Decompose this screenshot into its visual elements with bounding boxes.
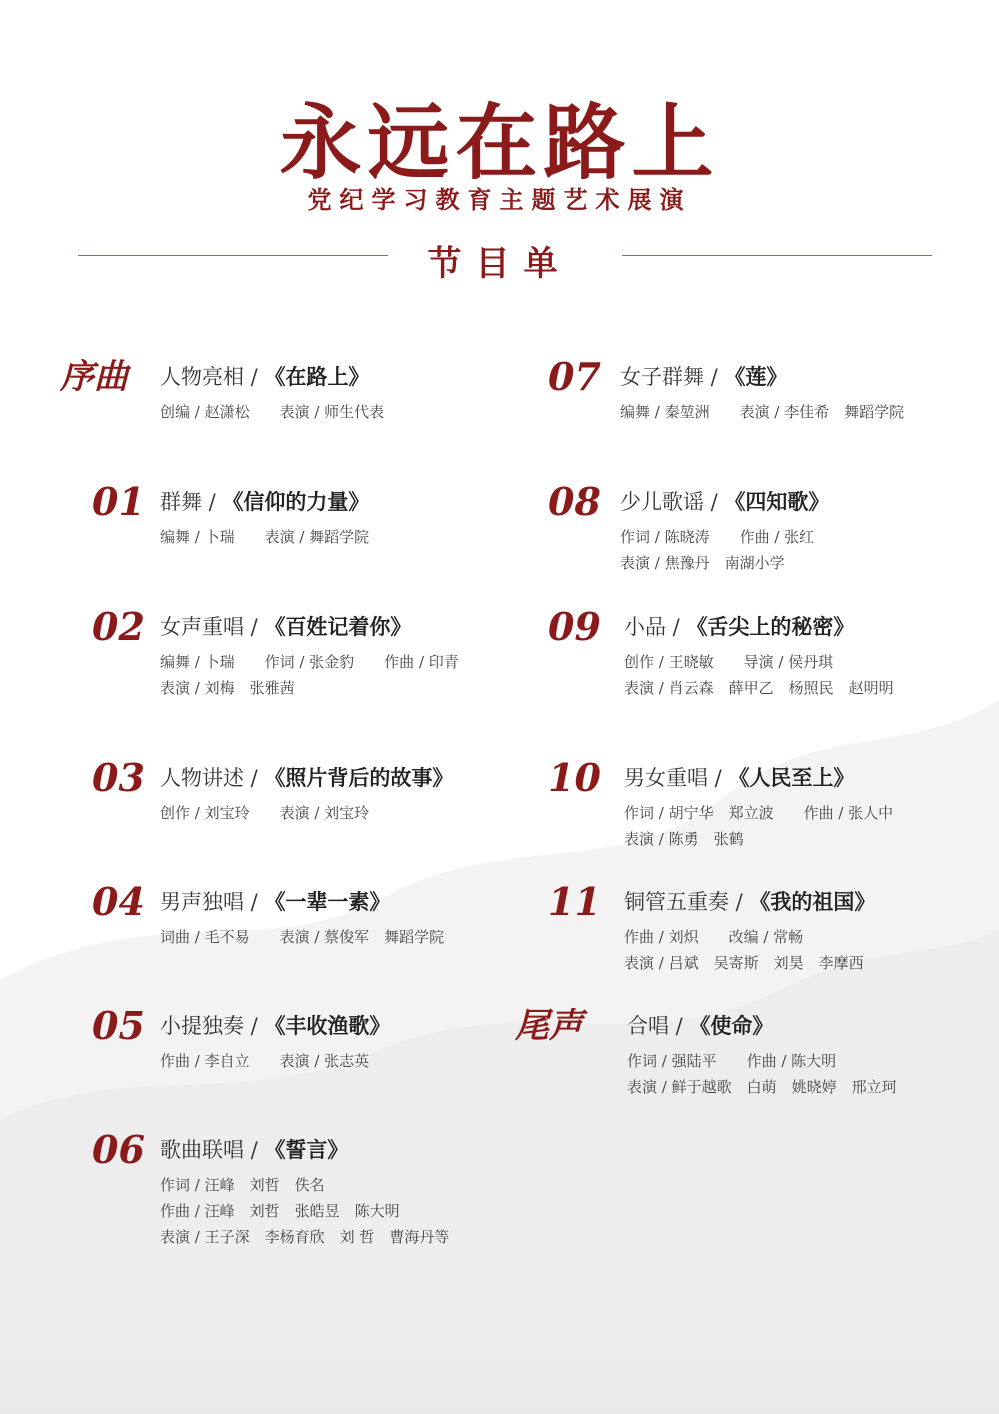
credit-line: 作词 / 强陆平 作曲 / 陈大明 <box>627 1052 837 1070</box>
program-type: 人物讲述 / <box>160 766 265 790</box>
program-work: 《丰收渔歌》 <box>264 1013 391 1038</box>
credit-line: 创作 / 刘宝玲 表演 / 刘宝玲 <box>160 804 370 822</box>
program-work: 《莲》 <box>724 364 788 389</box>
program-title <box>620 357 787 397</box>
program-credits <box>160 399 384 425</box>
program-number: 11 <box>548 879 601 924</box>
program-work: 《我的祖国》 <box>749 889 876 914</box>
credit-line: 作词 / 汪峰 刘哲 佚名 <box>160 1176 325 1194</box>
program-credits <box>160 1048 369 1074</box>
program-title <box>624 607 854 647</box>
program-type: 小品 / <box>624 615 687 639</box>
program-number: 01 <box>92 479 145 524</box>
credit-line: 表演 / 肖云森 薛甲乙 杨照民 赵明明 <box>624 679 894 697</box>
program-credits <box>160 1172 449 1250</box>
program-type: 合唱 / <box>627 1014 690 1038</box>
program-work: 《信仰的力量》 <box>222 489 370 514</box>
credit-line: 表演 / 鲜于越歌 白萌 姚晓婷 邢立珂 <box>627 1078 897 1096</box>
credit-line: 作曲 / 刘炽 改编 / 常畅 <box>624 928 804 946</box>
credit-line: 作曲 / 汪峰 刘哲 张皓昱 陈大明 <box>160 1202 400 1220</box>
program-title <box>627 1006 773 1046</box>
program-number: 03 <box>92 755 145 800</box>
program-credits <box>624 924 864 976</box>
program-number: 08 <box>548 479 601 524</box>
program-title <box>160 1130 348 1170</box>
credit-line: 作词 / 胡宁华 郑立波 作曲 / 张人中 <box>624 804 894 822</box>
program-list-heading: 节目单 <box>427 244 572 284</box>
program-work: 《一辈一素》 <box>264 889 391 914</box>
program-credits <box>620 399 904 425</box>
program-title <box>160 882 390 922</box>
credit-line: 作词 / 陈晓涛 作曲 / 张红 <box>620 528 815 546</box>
heading-rule-right <box>622 255 932 256</box>
credit-line: 表演 / 刘梅 张雅茜 <box>160 679 295 697</box>
program-number: 07 <box>548 354 601 399</box>
program-work: 《四知歌》 <box>724 489 830 514</box>
credit-line: 创作 / 王晓敏 导演 / 侯丹琪 <box>624 653 834 671</box>
program-number: 04 <box>92 879 145 924</box>
program-title <box>624 758 854 798</box>
program-type: 女子群舞 / <box>620 365 725 389</box>
program-credits <box>160 649 459 701</box>
program-title <box>620 482 829 522</box>
credit-line: 编舞 / 卜瑞 作词 / 张金豹 作曲 / 印青 <box>160 653 459 671</box>
credit-line: 编舞 / 卜瑞 表演 / 舞蹈学院 <box>160 528 370 546</box>
credit-line: 表演 / 陈勇 张鹤 <box>624 830 744 848</box>
program-type: 小提独奏 / <box>160 1014 265 1038</box>
program-work: 《照片背后的故事》 <box>264 765 454 790</box>
program-number: 10 <box>548 755 601 800</box>
program-number: 序曲 <box>60 357 128 397</box>
program-type: 人物亮相 / <box>160 365 265 389</box>
credit-line: 创编 / 赵潇松 表演 / 师生代表 <box>160 403 385 421</box>
program-title <box>624 882 875 922</box>
program-type: 群舞 / <box>160 490 223 514</box>
program-credits <box>624 800 893 852</box>
program-credits <box>627 1048 897 1100</box>
program-type: 铜管五重奏 / <box>624 890 750 914</box>
program-credits <box>620 524 814 576</box>
poster-title: 永远在路上 <box>279 95 720 191</box>
credit-line: 表演 / 王子深 李杨育欣 刘 哲 曹海丹等 <box>160 1228 450 1246</box>
program-number: 06 <box>92 1127 145 1172</box>
program-type: 男女重唱 / <box>624 766 729 790</box>
program-title <box>160 607 411 647</box>
program-title <box>160 758 453 798</box>
program-credits <box>160 800 369 826</box>
program-title <box>160 482 369 522</box>
program-type: 女声重唱 / <box>160 615 265 639</box>
program-type: 少儿歌谣 / <box>620 490 725 514</box>
program-title <box>160 357 369 397</box>
program-type: 男声独唱 / <box>160 890 265 914</box>
program-credits <box>160 924 444 950</box>
program-work: 《舌尖上的秘密》 <box>686 614 855 639</box>
program-number: 05 <box>92 1003 145 1048</box>
program-work: 《百姓记着你》 <box>264 614 412 639</box>
program-work: 《使命》 <box>689 1013 774 1038</box>
credit-line: 编舞 / 秦堃洲 表演 / 李佳希 舞蹈学院 <box>620 403 905 421</box>
program-number: 尾声 <box>515 1006 583 1046</box>
program-work: 《在路上》 <box>264 364 370 389</box>
program-work: 《人民至上》 <box>728 765 855 790</box>
program-credits <box>624 649 894 701</box>
program-number: 09 <box>548 604 601 649</box>
program-work: 《誓言》 <box>264 1137 349 1162</box>
program-credits <box>160 524 369 550</box>
credit-line: 词曲 / 毛不易 表演 / 蔡俊军 舞蹈学院 <box>160 928 445 946</box>
program-type: 歌曲联唱 / <box>160 1138 265 1162</box>
poster-subtitle: 党纪学习教育主题艺术展演 <box>307 185 692 214</box>
credit-line: 表演 / 焦豫丹 南湖小学 <box>620 554 785 572</box>
program-number: 02 <box>92 604 145 649</box>
credit-line: 表演 / 吕斌 吴寄斯 刘昊 李摩西 <box>624 954 864 972</box>
program-title <box>160 1006 390 1046</box>
credit-line: 作曲 / 李自立 表演 / 张志英 <box>160 1052 370 1070</box>
